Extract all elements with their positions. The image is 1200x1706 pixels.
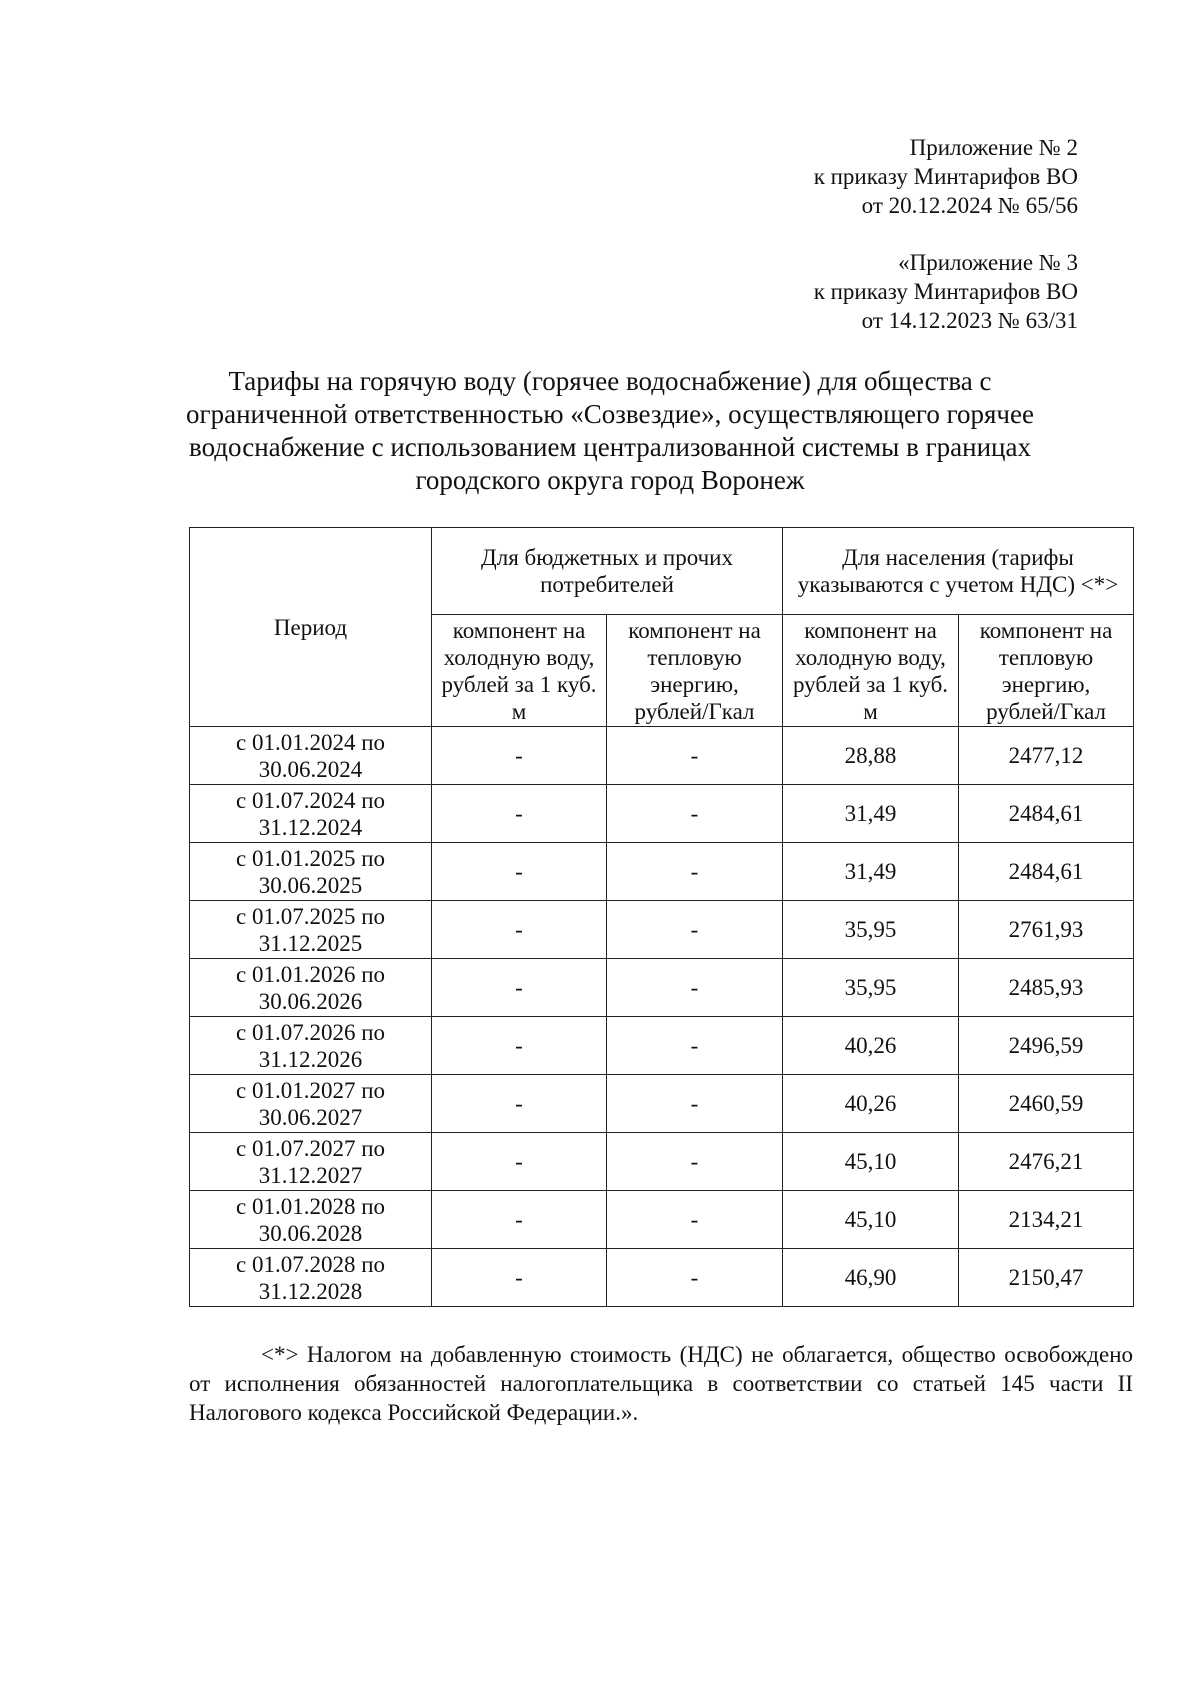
footnote: <*> Налогом на добавленную стоимость (НДС) не облагается, общество освобождено от исполнения обязанностей налогоплательщика в соответствии со статьей 145 части II Налогового кодекса Российской Федерации.». — [189, 1342, 1133, 1425]
table-row — [190, 901, 1134, 959]
population-cold-cell: 45,10 — [783, 1133, 959, 1191]
period-cell — [190, 1191, 432, 1249]
population-cold-cell: 35,95 — [783, 959, 959, 1017]
appendix-current-line: Приложение № 2 — [909, 135, 1078, 160]
period-line: 31.12.2028 — [258, 1278, 363, 1304]
period-line: с 01.07.2025 по — [235, 903, 386, 929]
appendix-previous-line: от 14.12.2023 № 63/31 — [861, 308, 1078, 333]
population-cold-cell: 31,49 — [783, 843, 959, 901]
population-cold-cell: 31,49 — [783, 785, 959, 843]
appendix-previous-line: к приказу Минтарифов ВО — [813, 279, 1078, 304]
population-heat-cell: 2477,12 — [959, 727, 1134, 785]
population-cold-cell: 46,90 — [783, 1249, 959, 1307]
population-heat-cell: 2134,21 — [959, 1191, 1134, 1249]
budget-cold-cell: - — [432, 1017, 607, 1075]
population-heat-cell: 2484,61 — [959, 785, 1134, 843]
period-cell — [190, 1075, 432, 1133]
tariff-table — [189, 527, 1134, 1307]
period-line: 30.06.2026 — [258, 988, 363, 1014]
period-line: 31.12.2027 — [258, 1162, 363, 1188]
title-line: ограниченной ответственностью «Созвездие», осуществляющего горячее — [186, 399, 1034, 429]
budget-heat-header: компонент на тепловую энергию, рублей/Гкал — [607, 615, 783, 727]
table-row — [190, 1249, 1134, 1307]
period-line: 30.06.2028 — [258, 1220, 363, 1246]
budget-heat-cell: - — [607, 1249, 783, 1307]
population-heat-cell: 2496,59 — [959, 1017, 1134, 1075]
period-cell — [190, 959, 432, 1017]
population-heat-cell: 2484,61 — [959, 843, 1134, 901]
budget-cold-cell: - — [432, 727, 607, 785]
budget-heat-cell: - — [607, 843, 783, 901]
period-line: с 01.01.2028 по — [235, 1193, 386, 1219]
table-row — [190, 1017, 1134, 1075]
table-row — [190, 1191, 1134, 1249]
budget-heat-cell: - — [607, 1075, 783, 1133]
period-line: с 01.07.2027 по — [235, 1135, 386, 1161]
population-cold-cell: 40,26 — [783, 1075, 959, 1133]
population-heat-cell: 2761,93 — [959, 901, 1134, 959]
period-line: с 01.01.2026 по — [235, 961, 386, 987]
budget-heat-cell: - — [607, 1017, 783, 1075]
period-cell — [190, 785, 432, 843]
budget-heat-cell: - — [607, 1191, 783, 1249]
period-header: Период — [190, 528, 432, 727]
period-cell — [190, 1249, 432, 1307]
title-line: водоснабжение с использованием централизованной системы в границах — [189, 432, 1031, 462]
budget-cold-header: компонент на холодную воду, рублей за 1 куб. м — [432, 615, 607, 727]
appendix-current-line: от 20.12.2024 № 65/56 — [861, 193, 1078, 218]
period-cell — [190, 843, 432, 901]
population-cold-header: компонент на холодную воду, рублей за 1 куб. м — [783, 615, 959, 727]
population-cold-cell: 28,88 — [783, 727, 959, 785]
period-line: 30.06.2027 — [258, 1104, 363, 1130]
table-header-row — [190, 528, 1134, 615]
period-cell — [190, 727, 432, 785]
table-row — [190, 785, 1134, 843]
table-row — [190, 843, 1134, 901]
period-line: 31.12.2025 — [258, 930, 363, 956]
population-heat-header: компонент на тепловую энергию, рублей/Гкал — [959, 615, 1134, 727]
budget-heat-cell: - — [607, 727, 783, 785]
population-cold-cell: 45,10 — [783, 1191, 959, 1249]
table-row — [190, 1075, 1134, 1133]
budget-heat-cell: - — [607, 959, 783, 1017]
budget-cold-cell: - — [432, 1191, 607, 1249]
budget-cold-cell: - — [432, 1075, 607, 1133]
period-line: с 01.01.2027 по — [235, 1077, 386, 1103]
period-line: с 01.01.2024 по — [235, 729, 386, 755]
period-line: с 01.07.2028 по — [235, 1251, 386, 1277]
population-heat-cell: 2476,21 — [959, 1133, 1134, 1191]
document-title — [150, 365, 1070, 497]
population-cold-cell: 40,26 — [783, 1017, 959, 1075]
appendix-current — [814, 133, 1078, 220]
period-line: 30.06.2024 — [258, 756, 363, 782]
table-row — [190, 959, 1134, 1017]
budget-cold-cell: - — [432, 959, 607, 1017]
table-row — [190, 1133, 1134, 1191]
appendix-current-line: к приказу Минтарифов ВО — [813, 164, 1078, 189]
period-line: 31.12.2024 — [258, 814, 363, 840]
population-heat-cell: 2460,59 — [959, 1075, 1134, 1133]
period-line: 31.12.2026 — [258, 1046, 363, 1072]
appendix-previous-line: «Приложение № 3 — [898, 250, 1078, 275]
title-line: городского округа город Воронеж — [415, 465, 805, 495]
budget-cold-cell: - — [432, 843, 607, 901]
population-heat-cell: 2485,93 — [959, 959, 1134, 1017]
budget-heat-cell: - — [607, 1133, 783, 1191]
budget-cold-cell: - — [432, 785, 607, 843]
period-line: с 01.01.2025 по — [235, 845, 386, 871]
appendix-previous — [814, 248, 1078, 335]
budget-cold-cell: - — [432, 1133, 607, 1191]
population-group-header: Для населения (тарифы указываются с учетом НДС) <*> — [783, 528, 1134, 615]
period-line: с 01.07.2024 по — [235, 787, 386, 813]
population-cold-cell: 35,95 — [783, 901, 959, 959]
budget-heat-cell: - — [607, 901, 783, 959]
budget-cold-cell: - — [432, 1249, 607, 1307]
period-cell — [190, 1017, 432, 1075]
period-cell — [190, 901, 432, 959]
budget-group-header: Для бюджетных и прочих потребителей — [432, 528, 783, 615]
budget-heat-cell: - — [607, 785, 783, 843]
period-line: 30.06.2025 — [258, 872, 363, 898]
table-row — [190, 727, 1134, 785]
population-heat-cell: 2150,47 — [959, 1249, 1134, 1307]
title-line: Тарифы на горячую воду (горячее водоснабжение) для общества с — [228, 366, 992, 396]
budget-cold-cell: - — [432, 901, 607, 959]
period-cell — [190, 1133, 432, 1191]
period-line: с 01.07.2026 по — [235, 1019, 386, 1045]
